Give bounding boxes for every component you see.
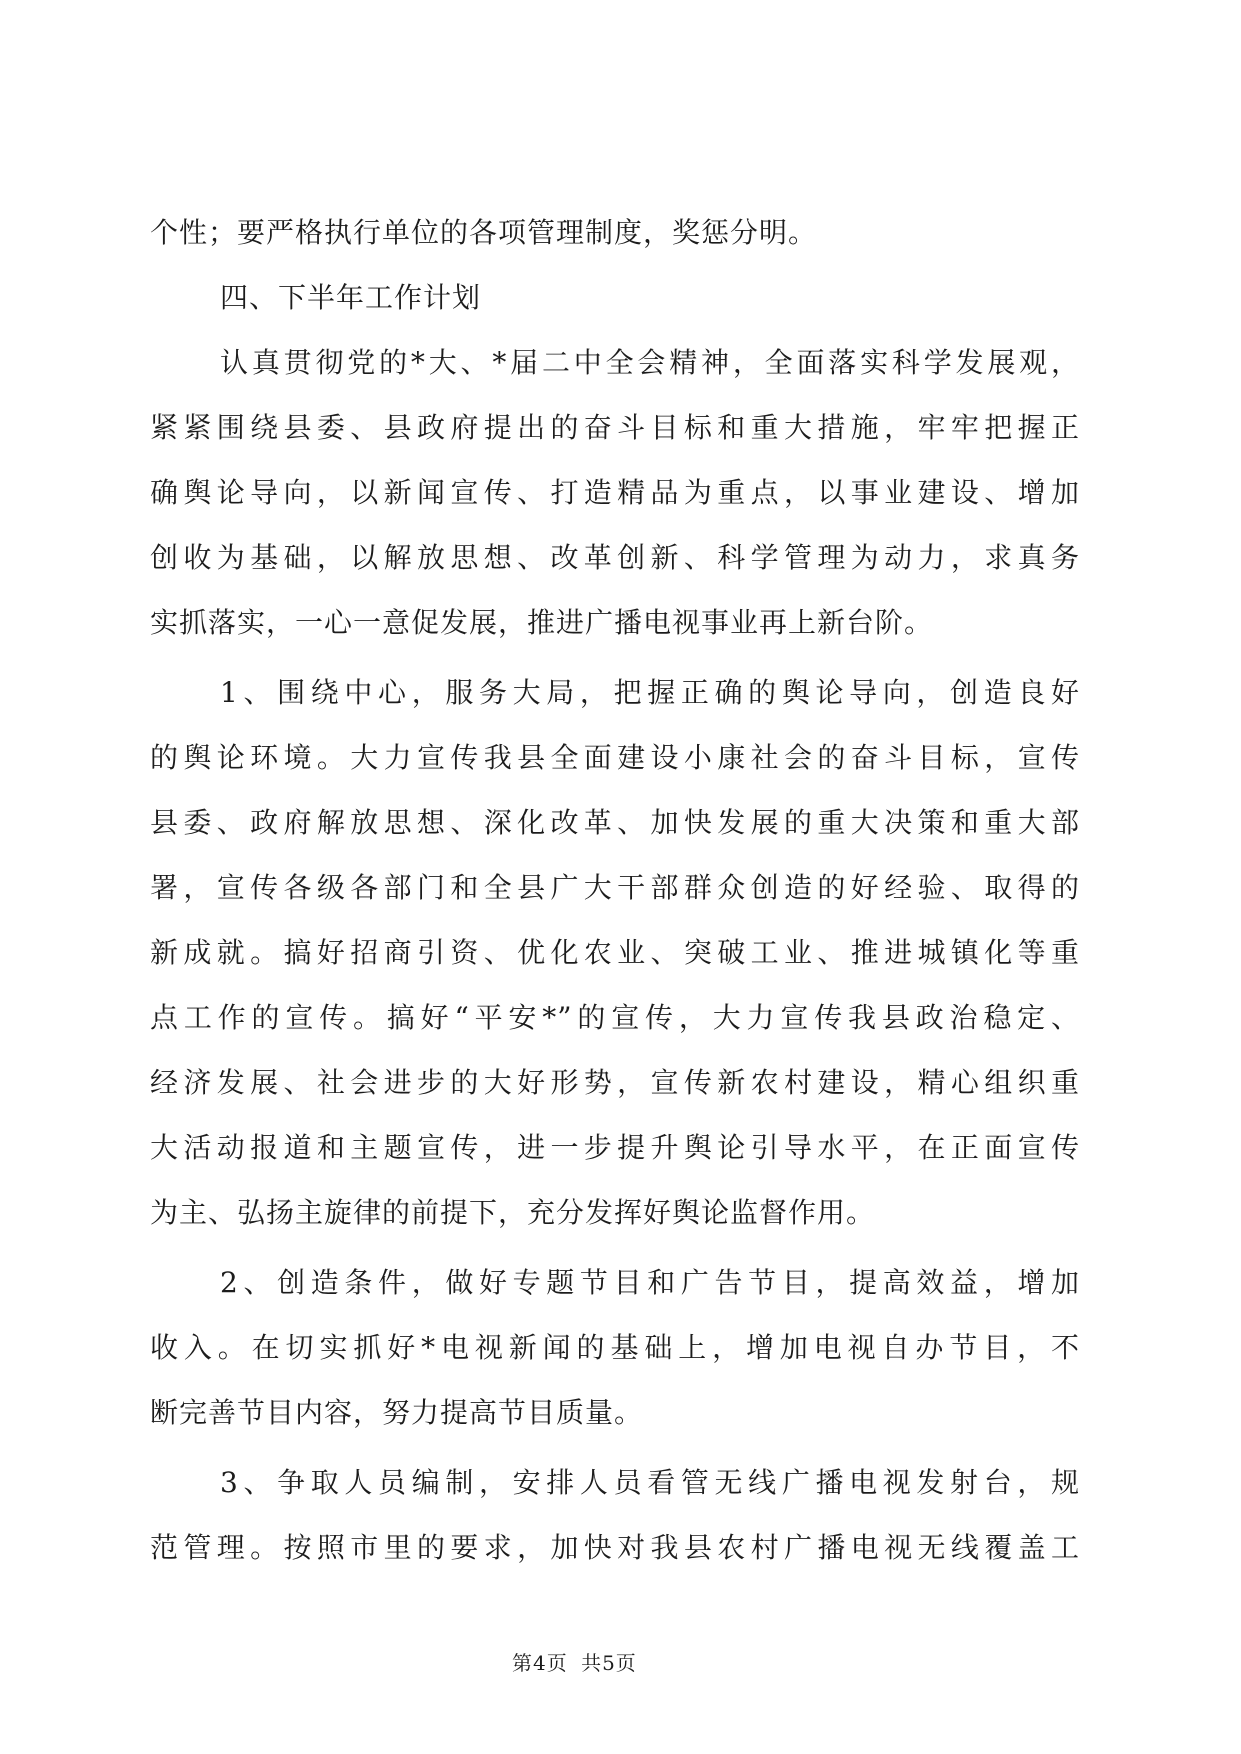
text-line: 确舆论导向，以新闻宣传、打造精品为重点，以事业建设、增加 xyxy=(150,476,1080,509)
text-line: 个性；要严格执行单位的各项管理制度，奖惩分明。 xyxy=(150,216,818,249)
text-line: 收入。在切实抓好*电视新闻的基础上，增加电视自办节目，不 xyxy=(150,1331,1080,1364)
text-line: 范管理。按照市里的要求，加快对我县农村广播电视无线覆盖工 xyxy=(150,1531,1080,1564)
text-line: 大活动报道和主题宣传，进一步提升舆论引导水平，在正面宣传 xyxy=(150,1131,1080,1164)
text-line: 1、围绕中心，服务大局，把握正确的舆论导向，创造良好 xyxy=(220,676,1080,709)
text-line: 紧紧围绕县委、县政府提出的奋斗目标和重大措施，牢牢把握正 xyxy=(150,411,1080,444)
text-line: 实抓落实，一心一意促发展，推进广播电视事业再上新台阶。 xyxy=(150,606,934,639)
text-line: 新成就。搞好招商引资、优化农业、突破工业、推进城镇化等重 xyxy=(150,936,1080,969)
text-line: 3、争取人员编制，安排人员看管无线广播电视发射台，规 xyxy=(220,1466,1080,1499)
text-line: 2、创造条件，做好专题节目和广告节目，提高效益，增加 xyxy=(220,1266,1080,1299)
text-line: 的舆论环境。大力宣传我县全面建设小康社会的奋斗目标，宣传 xyxy=(150,741,1080,774)
section-heading: 四、下半年工作计划 xyxy=(220,281,482,314)
text-line: 县委、政府解放思想、深化改革、加快发展的重大决策和重大部 xyxy=(150,806,1080,839)
text-line: 创收为基础，以解放思想、改革创新、科学管理为动力，求真务 xyxy=(150,541,1080,574)
text-line: 署，宣传各级各部门和全县广大干部群众创造的好经验、取得的 xyxy=(150,871,1080,904)
page-number-footer: 第4页 共5页 xyxy=(512,1651,637,1675)
text-line: 认真贯彻党的*大、*届二中全会精神，全面落实科学发展观， xyxy=(220,346,1080,379)
text-line: 经济发展、社会进步的大好形势，宣传新农村建设，精心组织重 xyxy=(150,1066,1080,1099)
text-line: 为主、弘扬主旋律的前提下，充分发挥好舆论监督作用。 xyxy=(150,1196,876,1229)
text-line: 断完善节目内容，努力提高节目质量。 xyxy=(150,1396,644,1429)
text-line: 点工作的宣传。搞好“平安*”的宣传，大力宣传我县政治稳定、 xyxy=(150,1001,1080,1034)
